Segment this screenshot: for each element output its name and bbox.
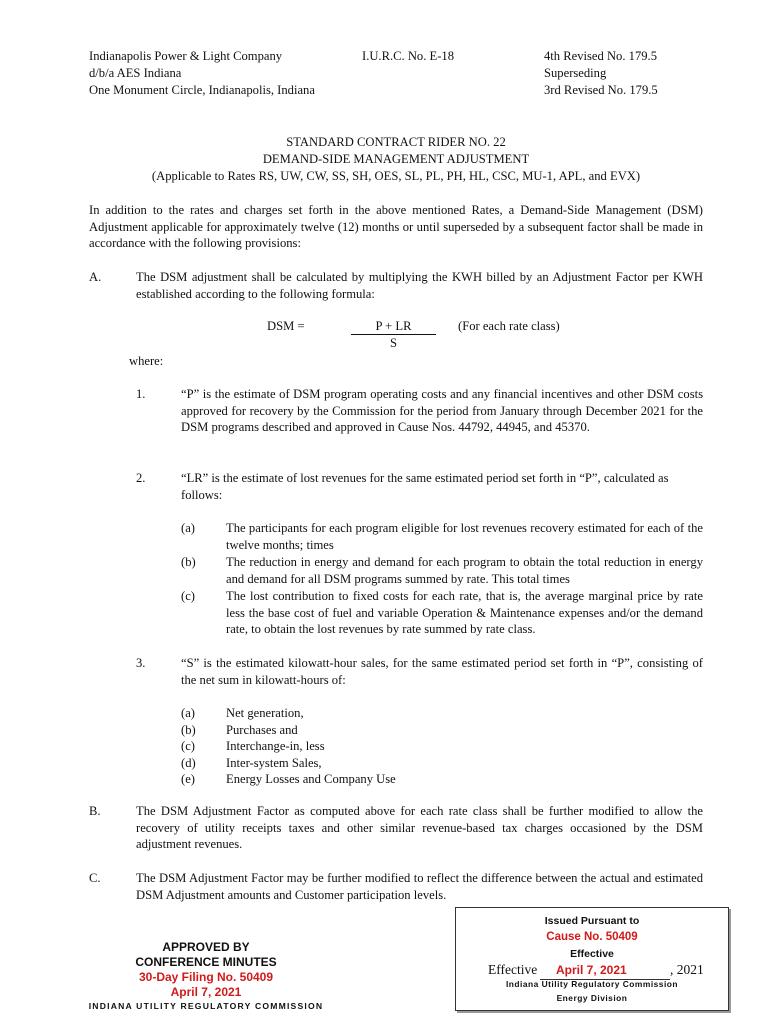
- issued-line-1: Issued Pursuant to: [544, 915, 640, 927]
- item-2b-text: The reduction in energy and demand for each program to obtain the total reduction in energy and demand for all DSM programs summed by rate. This total times: [226, 555, 703, 586]
- approved-line-2: CONFERENCE MINUTES: [135, 955, 277, 969]
- item-3c-text: Interchange-in, less: [226, 739, 325, 754]
- issued-box: [455, 907, 729, 1011]
- issued-cause: Cause No. 50409: [546, 931, 638, 943]
- title-line-3: (Applicable to Rates RS, UW, CW, SS, SH, OES, SL, PL, PH, HL, CSC, MU-1, APL, and EVX): [151, 169, 641, 183]
- title-line-1: STANDARD CONTRACT RIDER NO. 22: [286, 135, 506, 149]
- item-1-text: “P” is the estimate of DSM program operating costs and any financial incentives and other DSM costs approved for recovery by the Commission for the period from January through December 2021 for the DSM programs described and approved in Cause Nos. 44792, 44945, and 45370.: [181, 387, 703, 435]
- item-2c-marker: (c): [181, 589, 195, 603]
- company-address: One Monument Circle, Indianapolis, Indiana: [89, 83, 315, 97]
- item-3e-marker: (e): [181, 772, 195, 787]
- formula-note: (For each rate class): [458, 319, 560, 333]
- item-3-marker: 3.: [136, 656, 146, 670]
- item-3-sublist: [181, 705, 396, 788]
- superseding-label: Superseding: [544, 66, 607, 80]
- issued-effective-label: Effective: [570, 948, 614, 960]
- issued-effective-year: , 2021: [670, 962, 704, 977]
- item-3-text: “S” is the estimated kilowatt-hour sales, for the same estimated period set forth in “P”, consisting of the net sum in kilowatt-hours of:: [181, 656, 703, 687]
- approved-line-1: APPROVED BY: [162, 940, 250, 954]
- item-3d-text: Inter-system Sales,: [226, 755, 322, 770]
- issued-commission: Indiana Utility Regulatory Commission: [505, 979, 679, 989]
- title-block: [89, 134, 703, 185]
- section-b-text: The DSM Adjustment Factor as computed above for each rate class shall be further modified to allow the recovery of utility receipts taxes and other similar revenue-based tax charges occasioned by the DSM adjustment revenues.: [136, 804, 703, 852]
- approved-date: April 7, 2021: [170, 985, 242, 999]
- section-a-text: The DSM adjustment shall be calculated by multiplying the KWH billed by an Adjustment Factor per KWH established according to the following formula:: [136, 270, 703, 301]
- item-3b-marker: (b): [181, 722, 196, 737]
- item-3d-marker: (d): [181, 755, 196, 770]
- issued-effective-prefix: Effective: [488, 962, 538, 977]
- issued-division: Energy Division: [556, 993, 628, 1003]
- company-name: Indianapolis Power & Light Company: [89, 49, 283, 63]
- issued-effective-date: April 7, 2021: [556, 963, 627, 977]
- intro-paragraph: In addition to the rates and charges set forth in the above mentioned Rates, a Demand-Side Management (DSM) Adjustment applicable for approximately twelve (12) months or until superseded by a subsequent factor shall be made in accordance with the following provisions:: [89, 203, 703, 251]
- revision-block: [544, 48, 658, 99]
- approved-stamp: [88, 940, 324, 1012]
- revision-number: 4th Revised No. 179.5: [544, 49, 657, 63]
- formula-denominator: S: [389, 336, 397, 350]
- item-3a-text: Net generation,: [226, 706, 304, 720]
- section-a-marker: A.: [89, 270, 102, 284]
- formula-lhs: DSM =: [267, 319, 305, 333]
- where-label: where:: [129, 354, 164, 368]
- item-1-marker: 1.: [136, 387, 146, 401]
- item-3e-text: Energy Losses and Company Use: [226, 772, 396, 787]
- title-line-2: DEMAND-SIDE MANAGEMENT ADJUSTMENT: [262, 152, 530, 166]
- section-b-marker: B.: [89, 804, 101, 818]
- approved-commission: INDIANA UTILITY REGULATORY COMMISSION: [88, 1001, 324, 1011]
- prior-revision: 3rd Revised No. 179.5: [544, 83, 658, 97]
- company-dba: d/b/a AES Indiana: [89, 66, 182, 80]
- item-2a-text: The participants for each program eligible for lost revenues recovery estimated for each of the twelve months; times: [226, 521, 703, 552]
- iurc-number: I.U.R.C. No. E-18: [362, 49, 454, 63]
- approved-filing-number: 30-Day Filing No. 50409: [138, 970, 274, 984]
- item-3b-text: Purchases and: [226, 722, 298, 737]
- item-2a-marker: (a): [181, 521, 195, 535]
- formula-numerator: P + LR: [375, 319, 412, 333]
- section-c-marker: C.: [89, 871, 101, 885]
- item-3c-marker: (c): [181, 739, 195, 754]
- item-2c-text: The lost contribution to fixed costs for each rate, that is, the average marginal price by rate less the base cost of fuel and variable Operation & Maintenance expenses and/or the demand rate, to obtain the lost revenues by rate summed by rate class.: [226, 589, 703, 637]
- item-3a-marker: (a): [181, 706, 195, 720]
- section-c-text: The DSM Adjustment Factor may be further modified to reflect the difference between the actual and estimated DSM Adjustment amounts and Customer participation levels.: [136, 871, 703, 902]
- item-2b-marker: (b): [181, 555, 196, 569]
- company-block: [89, 48, 315, 99]
- item-2-text: “LR” is the estimate of lost revenues for the same estimated period set forth in “P”, calculated as follows:: [181, 471, 669, 502]
- item-2-marker: 2.: [136, 471, 146, 485]
